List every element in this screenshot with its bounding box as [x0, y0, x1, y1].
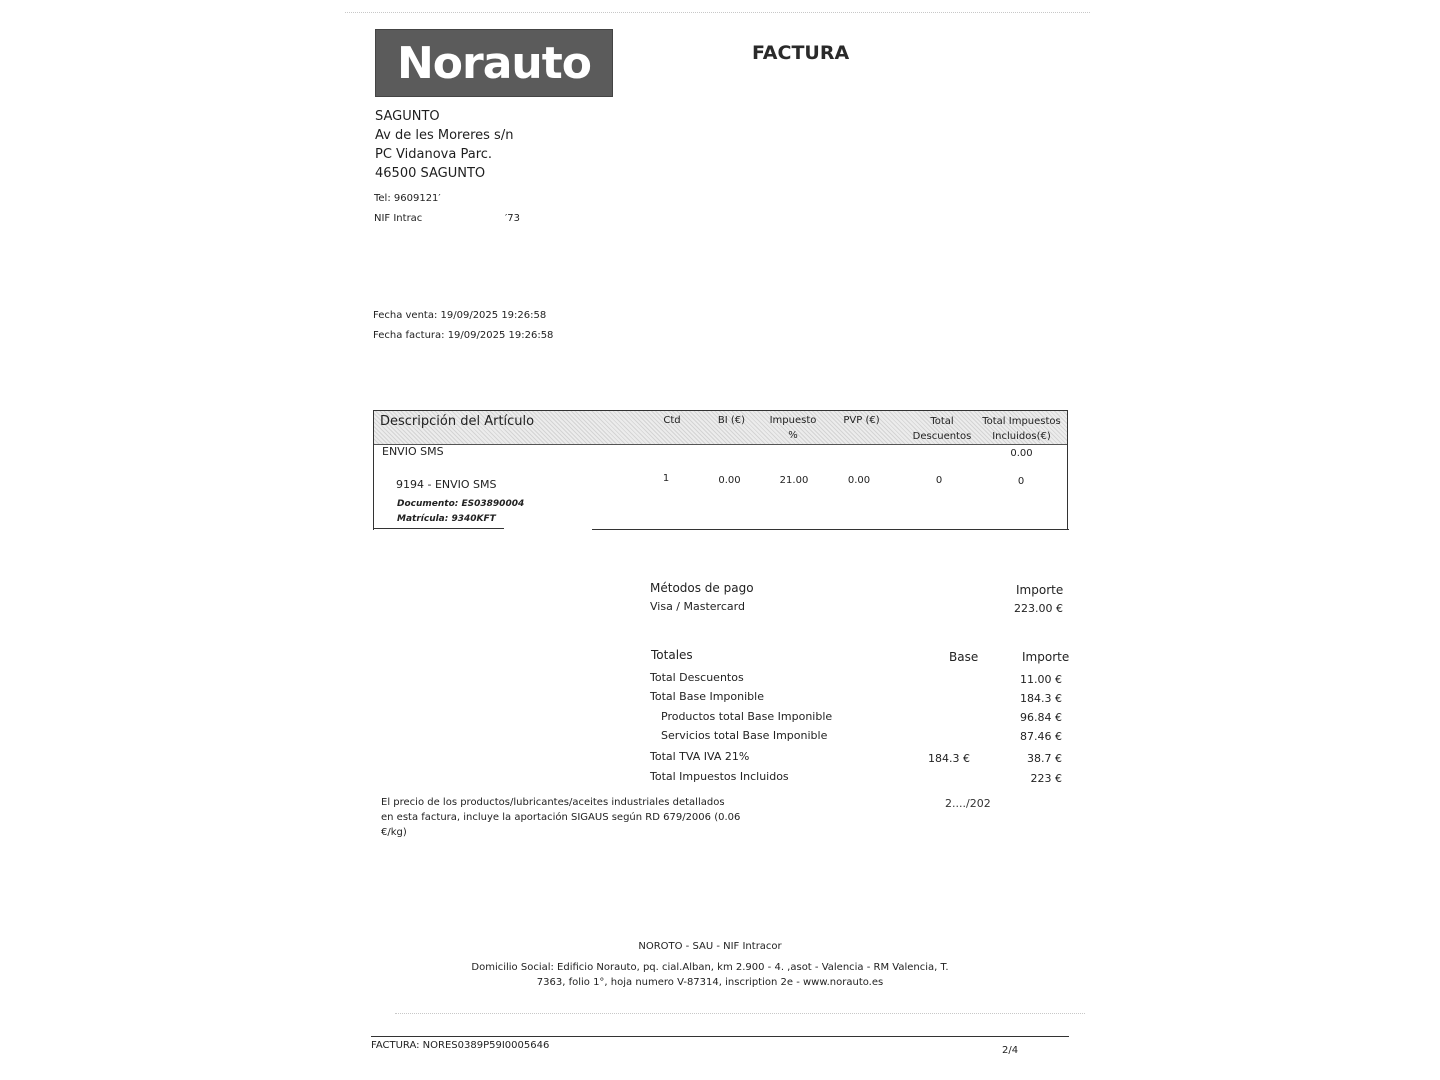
- col-tax-line-2: %: [788, 430, 798, 441]
- footer-registry: 7363, folio 1°, hoja numero V-87314, inscription 2e - www.norauto.es: [536, 977, 884, 988]
- store-address-line-2: PC Vidanova Parc.: [375, 147, 493, 162]
- totals-row-amount: 184.3 €: [1020, 692, 1062, 705]
- totals-row-amount: 11.00 €: [1020, 673, 1062, 686]
- totals-row-amount: 223 €: [1030, 772, 1062, 785]
- totals-row-label: Total Impuestos Incluidos: [650, 770, 789, 783]
- payment-amount-heading: Importe: [1016, 583, 1064, 597]
- footer-divider: [371, 1036, 1069, 1037]
- col-tax-included-line-1: Total Impuestos: [982, 416, 1061, 427]
- logo-text: Norauto: [396, 37, 592, 89]
- totals-row-label: Total Descuentos: [650, 671, 744, 684]
- invoice-reference: FACTURA: NORES0389P59I0005646: [371, 1040, 550, 1051]
- totals-base-heading: Base: [949, 650, 979, 664]
- totals-row-base: 184.3 €: [928, 752, 970, 765]
- item-description: 9194 - ENVIO SMS: [396, 478, 497, 491]
- col-discount-line-1: Total: [930, 416, 954, 427]
- col-tax-line-1: Impuesto: [769, 415, 817, 426]
- items-table-header: [374, 411, 1067, 445]
- item-qty: 1: [662, 473, 670, 484]
- item-bi: 0.00: [718, 475, 741, 486]
- item-plate: Matrícula: 9340KFT: [397, 514, 496, 524]
- col-bi: BI (€): [717, 415, 746, 426]
- sigaus-notice-line-2: en esta factura, incluye la aportación SIGAUS según RD 679/2006 (0.06: [381, 812, 741, 823]
- totals-amount-heading: Importe: [1022, 650, 1070, 664]
- totals-row-label: Total Base Imponible: [650, 690, 764, 703]
- sale-date: Fecha venta: 19/09/2025 19:26:58: [373, 310, 547, 321]
- totals-row-amount: 96.84 €: [1020, 711, 1062, 724]
- store-nif-label: NIF Intrac: [374, 213, 423, 224]
- item-pvp: 0.00: [847, 475, 871, 486]
- item-discount: 0: [935, 475, 943, 486]
- norauto-logo: [375, 29, 613, 97]
- store-address-line-1: Av de les Moreres s/n: [375, 128, 514, 143]
- document-title: FACTURA: [752, 42, 850, 64]
- item-tax-included: 0: [1017, 476, 1025, 487]
- col-description: Descripción del Artículo: [380, 414, 535, 429]
- scan-edge-bottom: [395, 1013, 1085, 1014]
- footer-company: NOROTO - SAU - NIF Intracor: [638, 941, 782, 952]
- store-name: SAGUNTO: [375, 109, 440, 124]
- sigaus-notice-line-3: €/kg): [381, 827, 407, 838]
- items-table: [373, 410, 1068, 530]
- partial-stamp: 2..../202: [945, 797, 991, 810]
- payment-method: Visa / Mastercard: [650, 600, 745, 613]
- scan-edge-top: [345, 12, 1090, 13]
- group-total: 0.00: [1010, 448, 1033, 459]
- sigaus-notice-line-1: El precio de los productos/lubricantes/aceites industriales detallados: [381, 797, 725, 808]
- totals-row-label: Servicios total Base Imponible: [661, 729, 828, 742]
- invoice-date: Fecha factura: 19/09/2025 19:26:58: [373, 330, 554, 341]
- totals-heading: Totales: [651, 648, 693, 662]
- totals-row-amount: 38.7 €: [1027, 752, 1062, 765]
- col-qty: Ctd: [663, 415, 681, 426]
- store-nif-suffix: ′73: [505, 213, 520, 224]
- table-border-bottom-right: [592, 529, 1069, 530]
- table-border-bottom-left: [373, 528, 504, 529]
- payment-amount: 223.00 €: [1014, 602, 1063, 615]
- col-pvp: PVP (€): [843, 415, 880, 426]
- footer-address: Domicilio Social: Edificio Norauto, pq. cial.Alban, km 2.900 - 4. ,asot - Valencia - RM Valencia, T.: [471, 962, 949, 973]
- col-discount-line-2: Descuentos: [912, 431, 972, 442]
- store-address-line-3: 46500 SAGUNTO: [375, 166, 486, 181]
- totals-row-amount: 87.46 €: [1020, 730, 1062, 743]
- totals-row-label: Total TVA IVA 21%: [650, 750, 750, 763]
- col-tax-included-line-2: Incluidos(€): [992, 431, 1051, 442]
- totals-row-label: Productos total Base Imponible: [661, 710, 833, 723]
- item-tax: 21.00: [779, 475, 809, 486]
- payment-heading: Métodos de pago: [650, 581, 754, 595]
- page-number: 2/4: [1002, 1045, 1019, 1056]
- item-document: Documento: ES03890004: [397, 499, 525, 509]
- group-name: ENVIO SMS: [382, 445, 444, 458]
- store-tel: Tel: 9609121′: [374, 193, 441, 204]
